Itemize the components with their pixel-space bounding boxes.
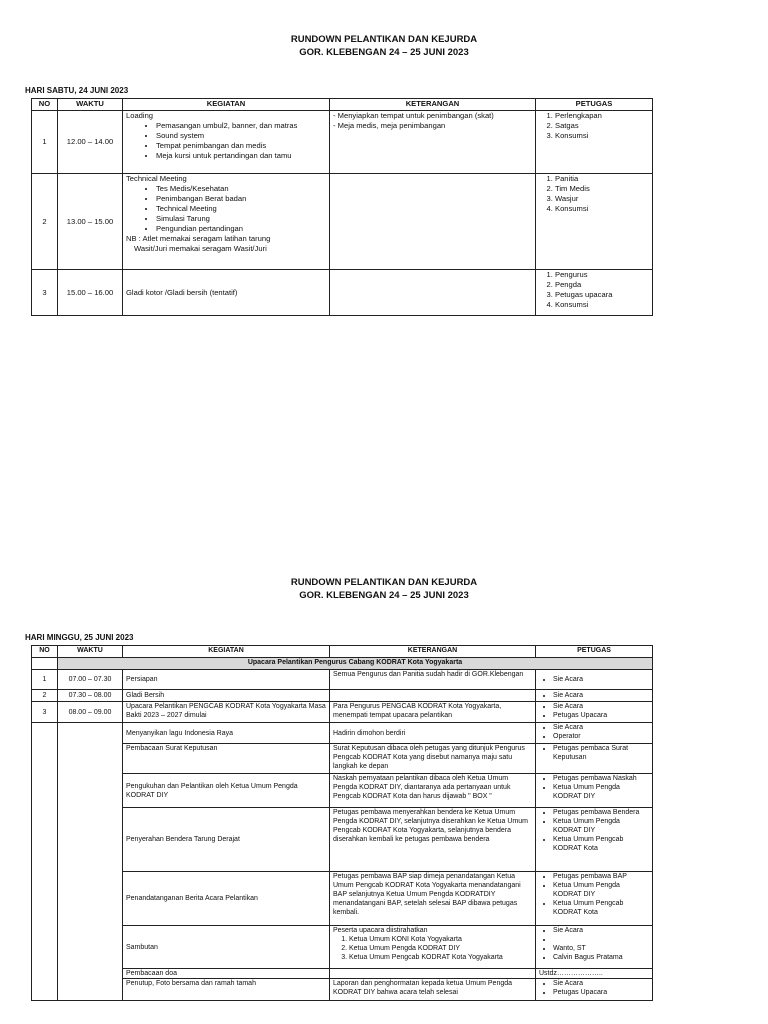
list-item: 1. Panitia [555,174,649,184]
petugas-list [539,872,649,917]
header-keterangan: KETERANGAN [330,646,536,658]
petugas-list [539,774,649,801]
cell-kegiatan: Penyerahan Bendera Tarung Derajat [123,808,330,872]
table-row [32,111,653,174]
header-no: NO [32,99,58,111]
cell-petugas [536,774,653,808]
keterangan-line: - Meja medis, meja penimbangan [333,121,446,130]
list-item: 1. Ketua Umum KONI Kota Yogyakarta [349,935,532,944]
cell-keterangan: Laporan dan penghormatan kepada ketua Umum Pengda KODRAT DIY bahwa acara telah selesai [330,979,536,1001]
table-row [32,969,653,979]
header-no: NO [32,646,58,658]
cell-keterangan [330,969,536,979]
table-row [32,872,653,926]
petugas-list [539,723,649,741]
cell-petugas [536,690,653,702]
cell-kegiatan: Penutup, Foto bersama dan ramah tamah [123,979,330,1001]
header-keterangan: KETERANGAN [330,99,536,111]
petugas-list [539,270,649,310]
list-item: • Ketua Umum Pengcab KODRAT Kota [553,899,649,917]
list-item: • Sound system [156,131,326,141]
list-item: • Pemasangan umbul2, banner, dan matras [156,121,326,131]
section-spacer [32,658,58,670]
petugas-list [539,691,649,700]
header-kegiatan: KEGIATAN [123,646,330,658]
section-row [32,658,653,670]
list-item: • Wanto, ST [553,944,649,953]
table-header-row [32,646,653,658]
cell-petugas [536,270,653,316]
cell-kegiatan: Sambutan [123,926,330,969]
list-item: 1. Perlengkapan [555,111,649,121]
cell-kegiatan: Pengukuhan dan Pelantikan oleh Ketua Umum Pengda KODRAT DIY [123,774,330,808]
cell-no: 1 [32,670,58,690]
list-item: • Sie Acara [553,979,649,988]
cell-kegiatan: Pembacaan Surat Keputusan [123,744,330,774]
header-petugas: PETUGAS [536,646,653,658]
cell-keterangan [330,690,536,702]
list-item: • Calvin Bagus Pratama [553,953,649,962]
cell-petugas [536,979,653,1001]
list-item: • Tes Medis/Kesehatan [156,184,326,194]
speaker-list [333,935,532,962]
petugas-list [539,926,649,962]
cell-petugas [536,111,653,174]
petugas-list [539,702,649,720]
list-item: • Ketua Umum Pengda KODRAT DIY [553,783,649,801]
table-row [32,690,653,702]
petugas-list [539,174,649,214]
cell-petugas: Ustdz……………….. [536,969,653,979]
list-item: • Ketua Umum Pengcab KODRAT Kota [553,835,649,853]
kegiatan-title: Loading [126,111,154,120]
list-item: 4. Konsumsi [555,204,649,214]
cell-kegiatan: Gladi Bersih [123,690,330,702]
list-item: • Tempat penimbangan dan medis [156,141,326,151]
list-item: • Petugas Upacara [553,711,649,720]
list-item: • Sie Acara [553,723,649,732]
table-row [32,723,653,744]
cell-no: 2 [32,690,58,702]
list-item: • Sie Acara [553,675,649,684]
kegiatan-list [126,121,326,161]
cell-keterangan: Surat Keputusan dibaca oleh petugas yang ditunjuk Pengurus Pengcab KODRAT Kota yang disebut namanya maju satu langkah ke depan [330,744,536,774]
list-item: 2. Pengda [555,280,649,290]
cell-keterangan: Hadirin dimohon berdiri [330,723,536,744]
cell-waktu: 08.00 – 09.00 [58,702,123,723]
cell-waktu: 13.00 – 15.00 [58,174,123,270]
schedule-table-saturday [31,98,653,316]
table-row [32,702,653,723]
list-item: • Pengundian pertandingan [156,224,326,234]
cell-waktu: 07.30 – 08.00 [58,690,123,702]
cell-waktu: 12.00 – 14.00 [58,111,123,174]
table-row [32,744,653,774]
cell-kegiatan: Gladi kotor /Gladi bersih (tentatif) [123,270,330,316]
cell-no: 3 [32,702,58,723]
cell-kegiatan [123,174,330,270]
petugas-list [539,111,649,141]
list-item: • Petugas pembawa Bendera [553,808,649,817]
list-item: • Operator [553,732,649,741]
cell-waktu [58,723,123,1001]
schedule-table-sunday [31,645,653,1001]
keterangan-title: Peserta upacara diistirahatkan [333,927,428,934]
list-item: • Penimbangan Berat badan [156,194,326,204]
list-item: • Sie Acara [553,691,649,700]
note-text: Wasit/Juri memakai seragam Wasit/Juri [134,244,267,253]
list-item: 3. Ketua Umum Pengcab KODRAT Kota Yogyakarta [349,953,532,962]
list-item: • Meja kursi untuk pertandingan dan tamu [156,151,326,161]
cell-petugas [536,926,653,969]
cell-kegiatan: Pembacaan doa [123,969,330,979]
cell-kegiatan: Menyanyikan lagu Indonesia Raya [123,723,330,744]
list-item: • Petugas Upacara [553,988,649,997]
table-row [32,774,653,808]
list-item: • Ketua Umum Pengda KODRAT DIY [553,881,649,899]
list-item: • Sie Acara [553,926,649,935]
cell-kegiatan: Persiapan [123,670,330,690]
table-row [32,174,653,270]
list-item: 2. Tim Medis [555,184,649,194]
list-item: 3. Wasjur [555,194,649,204]
table-row [32,808,653,872]
table-row [32,979,653,1001]
list-item: 2. Satgas [555,121,649,131]
list-item: 2. Ketua Umum Pengda KODRAT DIY [349,944,532,953]
section-title: Upacara Pelantikan Pengurus Cabang KODRAT Kota Yogyakarta [58,658,653,670]
day-label: HARI SABTU, 24 JUNI 2023 [25,86,129,95]
list-item: • Ketua Umum Pengda KODRAT DIY [553,817,649,835]
cell-petugas [536,670,653,690]
petugas-list [539,808,649,853]
kegiatan-list [126,184,326,234]
cell-kegiatan: Penandatanganan Berita Acara Pelantikan [123,872,330,926]
cell-keterangan [330,270,536,316]
cell-petugas [536,723,653,744]
list-item: 1. Pengurus [555,270,649,280]
header-waktu: WAKTU [58,99,123,111]
cell-no [32,723,58,1001]
cell-petugas [536,174,653,270]
cell-keterangan: Petugas pembawa menyerahkan bendera ke Ketua Umum Pengda KODRAT DIY, selanjutnya diserahkan ke Ketua Umum Pengcab KODRAT Kota Yogyakarta, selanjutnya bendera diserahkan kembali ke petugas pembawa bendera [330,808,536,872]
kegiatan-title: Technical Meeting [126,174,187,183]
list-item: • Petugas pembaca Surat Keputusan [553,744,649,762]
list-item: • Simulasi Tarung [156,214,326,224]
header-petugas: PETUGAS [536,99,653,111]
table-header-row [32,99,653,111]
cell-no: 1 [32,111,58,174]
cell-petugas [536,808,653,872]
cell-waktu: 07.00 – 07.30 [58,670,123,690]
cell-petugas [536,702,653,723]
petugas-list [539,744,649,762]
cell-keterangan [330,111,536,174]
cell-keterangan: Petugas pembawa BAP siap dimeja penandatangan Ketua Umum Pengcab KODRAT Kota Yogyakarta menandatangani BAP selanjutnya Ketua Umum Pengda KODRATDIY menandatangani BAP, setelah selesai BAP dibawa petugas kembali. [330,872,536,926]
list-item: • Sie Acara [553,702,649,711]
table-row [32,670,653,690]
cell-kegiatan [123,111,330,174]
cell-petugas [536,744,653,774]
cell-no: 3 [32,270,58,316]
note-text: NB : Atlet memakai seragam latihan tarung [126,234,271,243]
day-label: HARI MINGGU, 25 JUNI 2023 [25,633,134,642]
petugas-list [539,675,649,684]
table-row [32,926,653,969]
list-item [553,935,649,944]
doc-subtitle: GOR. KLEBENGAN 24 – 25 JUNI 2023 [299,47,469,58]
doc-title: RUNDOWN PELANTIKAN DAN KEJURDA [290,577,478,588]
list-item: • Petugas pembawa Naskah [553,774,649,783]
table-row [32,270,653,316]
header-waktu: WAKTU [58,646,123,658]
header-kegiatan: KEGIATAN [123,99,330,111]
cell-keterangan: Naskah pernyataan pelantikan dibaca oleh Ketua Umum Pengda KODRAT DIY, diantaranya ada pertanyaan untuk Pengcab KODRAT Kota dan harus dijawab " BOX " [330,774,536,808]
list-item: 3. Konsumsi [555,131,649,141]
cell-keterangan [330,174,536,270]
cell-keterangan [330,926,536,969]
list-item: • Technical Meeting [156,204,326,214]
cell-no: 2 [32,174,58,270]
cell-keterangan: Para Pengurus PENGCAB KODRAT Kota Yogyakarta, menempati tempat upacara pelantikan [330,702,536,723]
cell-keterangan: Semua Pengurus dan Panitia sudah hadir di GOR.Klebengan [330,670,536,690]
cell-petugas [536,872,653,926]
keterangan-line: - Menyiapkan tempat untuk penimbangan (skat) [333,111,494,120]
doc-title: RUNDOWN PELANTIKAN DAN KEJURDA [290,34,478,45]
doc-subtitle: GOR. KLEBENGAN 24 – 25 JUNI 2023 [299,590,469,601]
cell-waktu: 15.00 – 16.00 [58,270,123,316]
petugas-list [539,979,649,997]
list-item: • Petugas pembawa BAP [553,872,649,881]
cell-kegiatan: Upacara Pelantikan PENGCAB KODRAT Kota Yogyakarta Masa Bakti 2023 – 2027 dimulai [123,702,330,723]
list-item: 3. Petugas upacara [555,290,649,300]
list-item: 4. Konsumsi [555,300,649,310]
